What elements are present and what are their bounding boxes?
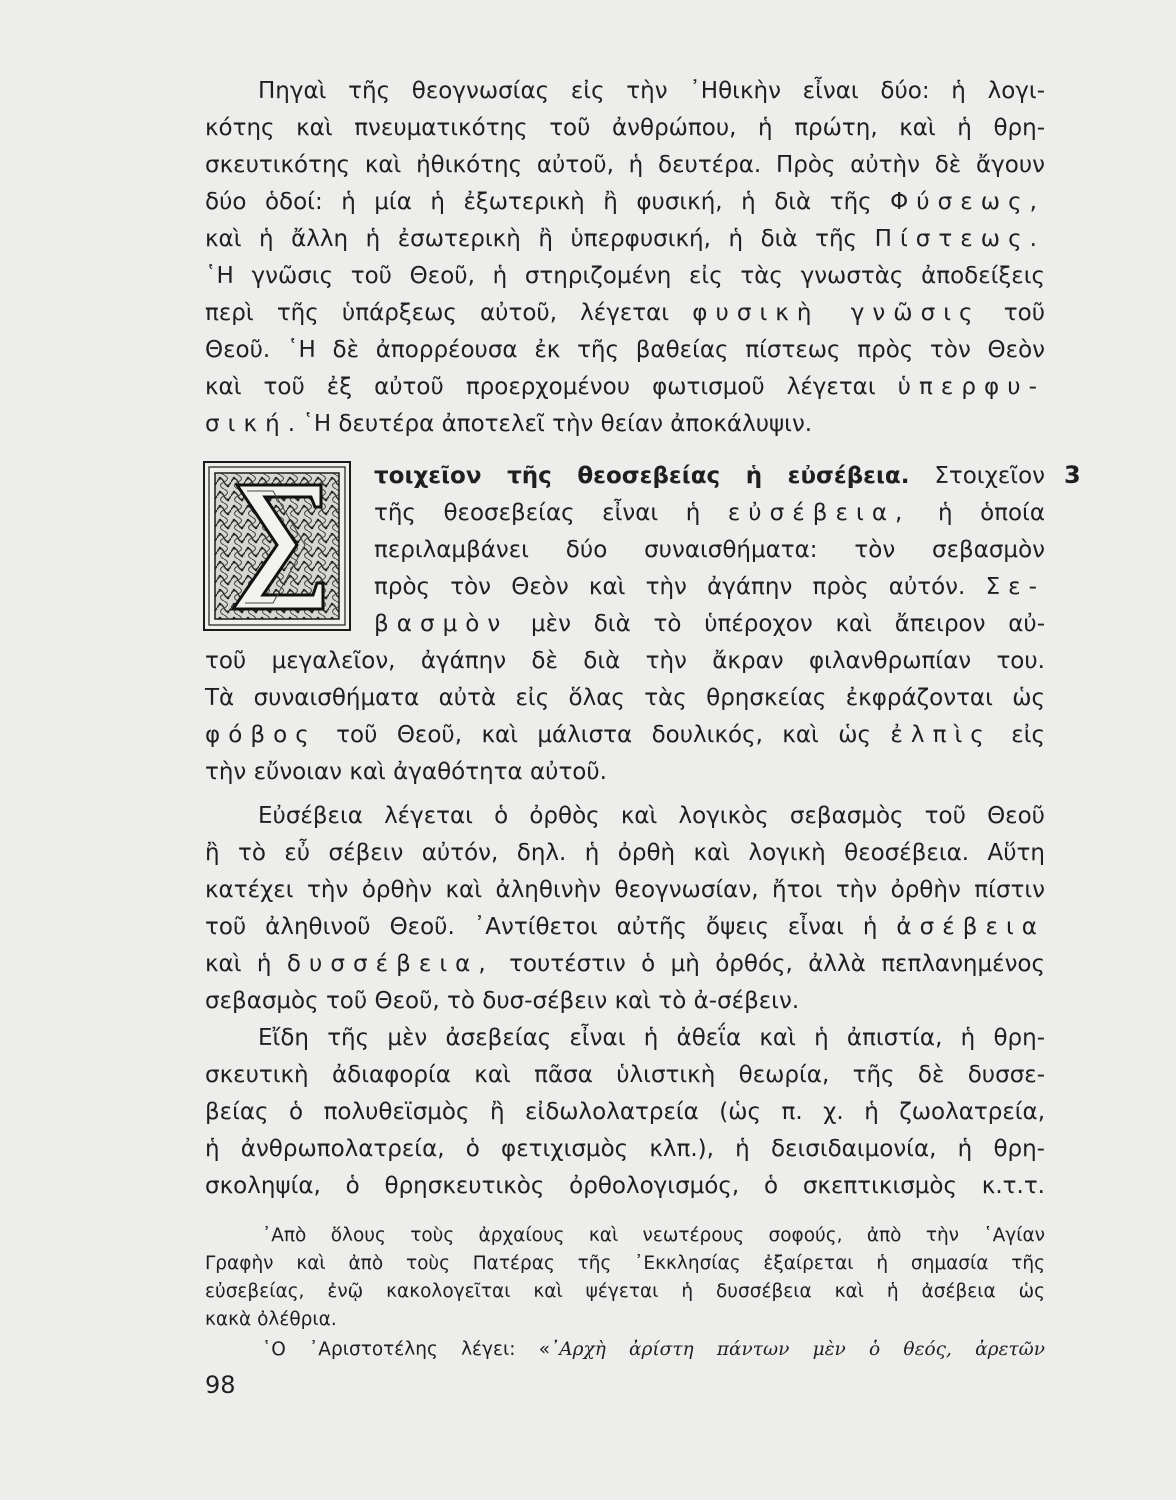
- text-line: Τὰ συναισθήματα αὐτὰ εἰς ὅλας τὰς θρησκείας ἐκφράζονται ὡς: [205, 685, 1045, 711]
- text-line: ἢ τὸ εὖ σέβειν αὐτόν, δηλ. ἡ ὀρθὴ καὶ λογικὴ θεοσέβεια. Αὕτη: [205, 840, 1045, 866]
- section-number: 3: [1064, 461, 1081, 489]
- text-line: δύο ὁδοί: ἡ μία ἡ ἐξωτερικὴ ἢ φυσική, ἡ διὰ τῆς Φύσεως,: [205, 189, 1045, 215]
- text-line: καὶ ἡ δυσσέβεια, τουτέστιν ὁ μὴ ὀρθός, ἀλλὰ πεπλανημένος: [205, 951, 1045, 977]
- text-line: κότης καὶ πνευματικότης τοῦ ἀνθρώπου, ἡ πρώτη, καὶ ἡ θρη-: [205, 115, 1045, 141]
- text-line: τῆς θεοσεβείας εἶναι ἡ εὐσέβεια, ἡ ὁποία: [374, 500, 1046, 526]
- text-line: καὶ ἡ ἄλλη ἡ ἐσωτερικὴ ἢ ὑπερφυσική, ἡ διὰ τῆς Πίστεως.: [205, 226, 1045, 252]
- section-heading-line: τοιχεῖον τῆς θεοσεβείας ἡ εὐσέβεια. Στοιχεῖον: [374, 463, 1046, 489]
- text-line: περὶ τῆς ὑπάρξεως αὐτοῦ, λέγεται φυσικὴ γνῶσις τοῦ: [205, 300, 1046, 326]
- text-line: σκευτικότης καὶ ἠθικότης αὐτοῦ, ἡ δευτέρα. Πρὸς αὐτὴν δὲ ἄγουν: [205, 152, 1045, 178]
- sigma-initial-icon: [203, 461, 351, 631]
- page-number: 98: [205, 1371, 236, 1399]
- ancient-greek-quote: ᾿Αρχὴ ἀρίστη πάντων μὲν ὁ θεός, ἀρετῶν: [550, 1339, 1045, 1360]
- text-line: φόβος τοῦ Θεοῦ, καὶ μάλιστα δουλικός, καὶ ὡς ἐλπὶς εἰς: [205, 722, 1045, 748]
- footnote-line: εὐσεβείας, ἐνῷ κακολογεῖται καὶ ψέγεται ἡ δυσσέβεια καὶ ἡ ἀσέβεια ὡς: [205, 1281, 1045, 1302]
- footnote-line: ᾿Απὸ ὅλους τοὺς ἀρχαίους καὶ νεωτέρους σοφούς, ἀπὸ τὴν ῾Αγίαν: [262, 1225, 1045, 1246]
- ornamental-drop-cap: [203, 461, 351, 631]
- text-line: Θεοῦ. ῾Η δὲ ἀπορρέουσα ἐκ τῆς βαθείας πίστεως πρὸς τὸν Θεὸν: [205, 337, 1045, 363]
- footnote-line: Γραφὴν καὶ ἀπὸ τοὺς Πατέρας τῆς ᾿Εκκλησίας ἐξαίρεται ἡ σημασία τῆς: [205, 1253, 1045, 1274]
- text-line: καὶ τοῦ ἐξ αὐτοῦ προερχομένου φωτισμοῦ λέγεται ὑπερφυ-: [205, 374, 1045, 400]
- text-line: σική. ῾Η δευτέρα ἀποτελεῖ τὴν θείαν ἀποκάλυψιν.: [205, 411, 813, 437]
- text-line: Πηγαὶ τῆς θεογνωσίας εἰς τὴν ᾿Ηθικὴν εἶναι δύο: ἡ λογι-: [258, 78, 1045, 104]
- text-line: περιλαμβάνει δύο συναισθήματα: τὸν σεβασμὸν: [374, 537, 1045, 563]
- text-line: σκοληψία, ὁ θρησκευτικὸς ὀρθολογισμός, ὁ σκεπτικισμὸς κ.τ.τ.: [205, 1173, 1045, 1199]
- text-line: πρὸς τὸν Θεὸν καὶ τὴν ἀγάπην πρὸς αὐτόν. Σε-: [374, 574, 1045, 600]
- text-line: τὴν εὔνοιαν καὶ ἀγαθότητα αὐτοῦ.: [205, 759, 607, 785]
- text-line: τοῦ ἀληθινοῦ Θεοῦ. ᾿Αντίθετοι αὐτῆς ὄψεις εἶναι ἡ ἀσέβεια: [205, 914, 1045, 940]
- text-line: Εὐσέβεια λέγεται ὁ ὀρθὸς καὶ λογικὸς σεβασμὸς τοῦ Θεοῦ: [258, 803, 1045, 829]
- text-line: ῾Η γνῶσις τοῦ Θεοῦ, ἡ στηριζομένη εἰς τὰς γνωστὰς ἀποδείξεις: [205, 263, 1045, 289]
- text-line: βείας ὁ πολυθεϊσμὸς ἢ εἰδωλολατρεία (ὡς π. χ. ἡ ζωολατρεία,: [205, 1099, 1045, 1125]
- text-line: ἡ ἀνθρωπολατρεία, ὁ φετιχισμὸς κλπ.), ἡ δεισιδαιμονία, ἡ θρη-: [205, 1136, 1045, 1162]
- text-line: κατέχει τὴν ὀρθὴν καὶ ἀληθινὴν θεογνωσίαν, ἤτοι τὴν ὀρθὴν πίστιν: [205, 877, 1045, 903]
- section-heading: τοιχεῖον τῆς θεοσεβείας ἡ εὐσέβεια.: [374, 463, 910, 489]
- footnote-line: κακὰ ὀλέθρια.: [205, 1309, 337, 1330]
- footnote-line: ῾Ο ᾿Αριστοτέλης λέγει: «᾿Αρχὴ ἀρίστη πάντων μὲν ὁ θεός, ἀρετῶν: [262, 1339, 1045, 1360]
- text-line: τοῦ μεγαλεῖον, ἀγάπην δὲ διὰ τὴν ἄκραν φιλανθρωπίαν του.: [205, 648, 1045, 674]
- text-line: βασμὸν μὲν διὰ τὸ ὑπέροχον καὶ ἄπειρον αὐ-: [374, 611, 1045, 637]
- text-line: σεβασμὸς τοῦ Θεοῦ, τὸ δυσ-σέβειν καὶ τὸ ἀ-σέβειν.: [205, 988, 800, 1014]
- text-line: σκευτικὴ ἀδιαφορία καὶ πᾶσα ὑλιστικὴ θεωρία, τῆς δὲ δυσσε-: [205, 1062, 1045, 1088]
- text-line: Εἴδη τῆς μὲν ἀσεβείας εἶναι ἡ ἀθεΐα καὶ ἡ ἀπιστία, ἡ θρη-: [258, 1025, 1045, 1051]
